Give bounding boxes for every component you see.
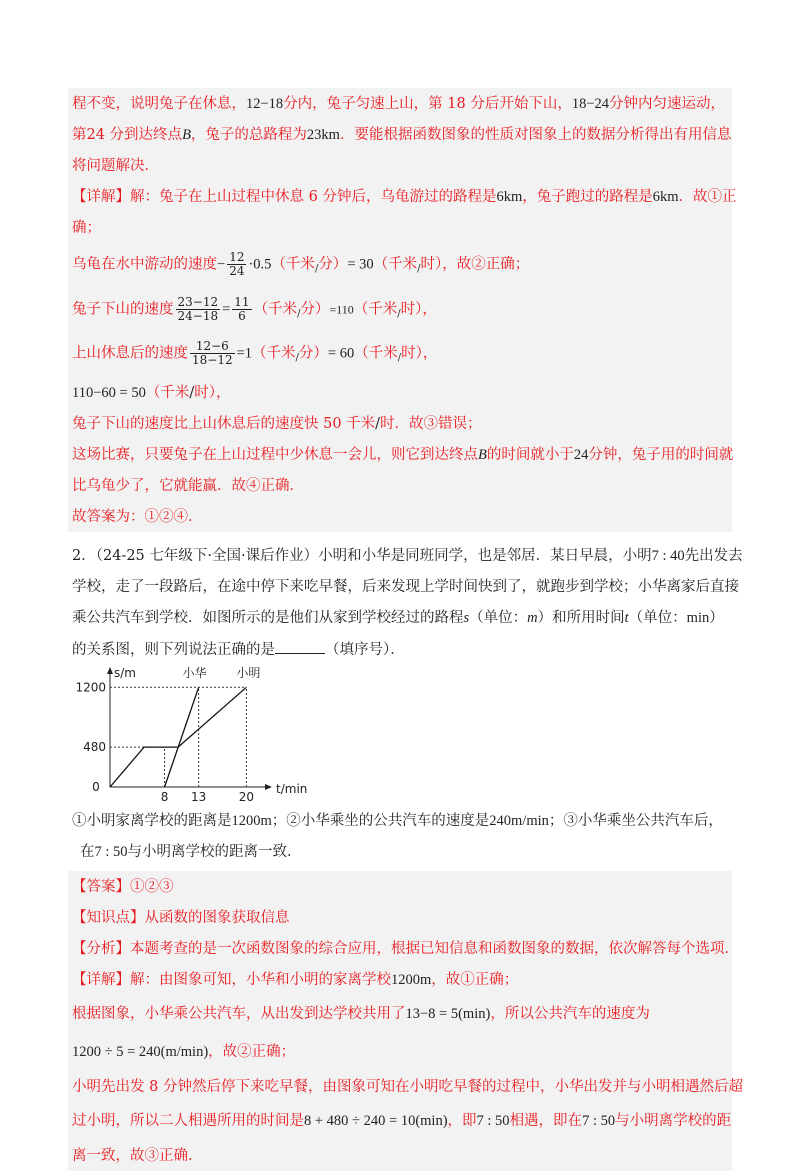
text: 【详解】解：由图象可知，小华和小明的家离学校	[72, 971, 391, 988]
math: 12−18	[246, 96, 284, 112]
text: 时），	[401, 345, 438, 362]
text: ，兔子的总路程为	[190, 127, 307, 143]
text: 在	[80, 843, 95, 860]
text: （千米	[354, 345, 398, 362]
text: ①小明家离学校的距离是	[72, 812, 232, 829]
slash: /	[397, 352, 402, 364]
text: 分钟内匀速运动，	[609, 96, 726, 112]
tick-label-13: 13	[190, 789, 207, 804]
math: 240m/min	[489, 812, 549, 829]
question-2	[68, 540, 743, 867]
math: 1200 ÷ 5 = 240(m/min)	[72, 1043, 209, 1060]
text: ，兔子跑过的路程是	[522, 189, 653, 205]
detail-line: 离一致，故③正确．	[72, 1147, 203, 1164]
question-line: 学校，走了一段路后，在途中停下来吃早餐，后来发现上学时间快到了，就跑步到学校；小华离家后直接	[72, 578, 739, 595]
text: （填序号）．	[325, 641, 405, 658]
fraction	[232, 296, 251, 323]
solution-line	[68, 181, 737, 212]
text: 先出发去	[684, 547, 743, 564]
text: ，即	[447, 1112, 477, 1129]
page-content	[68, 88, 743, 1171]
solution-line	[68, 377, 732, 408]
text: 乘公共汽车到学校．如图所示的是他们从家到学校经过的路程	[72, 609, 464, 626]
math: 24	[573, 446, 589, 463]
math: 7 : 50	[94, 843, 128, 860]
text: 分）	[298, 345, 328, 362]
text: （单位：	[469, 609, 528, 626]
solution-line: 确；	[72, 220, 101, 236]
text: （单位：	[628, 609, 687, 626]
text: 兔子下山的速度	[72, 301, 174, 317]
text: 分）	[300, 301, 330, 317]
series-label-xiaohua: 小华	[182, 665, 207, 680]
math: =110	[329, 302, 354, 316]
math: −	[217, 256, 226, 273]
answer-blank[interactable]	[275, 639, 325, 654]
text: 分钟，兔子用的时间就	[588, 446, 734, 463]
math: 23km	[306, 127, 340, 143]
math: t	[624, 609, 629, 626]
fraction-numerator: 11	[234, 294, 250, 309]
solution-line	[68, 439, 732, 470]
fraction	[227, 251, 246, 278]
slash: /	[375, 415, 381, 432]
tick-label-1200: 1200	[75, 679, 106, 694]
text: 时），	[400, 301, 437, 317]
solution-line	[68, 288, 732, 333]
math: 1200m	[231, 812, 272, 829]
text: ．要能根据函数图象的性质对图象上的数据分析得出有用信息	[339, 127, 732, 143]
solution-line	[68, 119, 732, 150]
question-line	[68, 540, 743, 571]
series-label-xiaoming: 小明	[236, 665, 261, 680]
text: （千米	[353, 301, 398, 317]
y-axis-arrow	[107, 667, 113, 674]
tick-label-480: 480	[83, 739, 106, 754]
text: 的关系图，则下列说法正确的是	[72, 641, 275, 658]
x-axis-label: t/min	[276, 781, 308, 796]
question-line	[68, 602, 732, 633]
solution-block-1	[68, 88, 737, 532]
math: 1200m	[391, 971, 432, 988]
text: ）和所用时间	[537, 609, 625, 626]
slash: /	[417, 263, 421, 275]
math: min	[686, 609, 710, 626]
fraction-numerator: 12	[229, 250, 245, 264]
text: （千米	[252, 345, 296, 362]
text: 程不变，说明兔子在休息，	[72, 96, 246, 112]
text: 兔子下山的速度比上山休息后的速度快 50 千米	[72, 415, 376, 432]
text: ．故①正	[678, 189, 737, 205]
fraction-denominator: 6	[238, 308, 246, 323]
text: ）	[709, 609, 724, 626]
text: 上山休息后的速度	[72, 345, 188, 362]
text: （千米	[271, 256, 315, 273]
math: B	[478, 446, 487, 463]
math: 18−24	[571, 96, 610, 112]
text: （千米	[145, 384, 190, 401]
distance-time-graph	[74, 665, 732, 805]
x-axis-arrow	[265, 784, 272, 790]
slash: /	[189, 384, 195, 401]
solution-line: 将问题解决．	[72, 158, 159, 174]
text: 时），故②正确；	[420, 256, 530, 273]
tick-label-8: 8	[160, 789, 169, 804]
math: 110−60 = 50	[72, 384, 146, 401]
text: ；②小华乘坐的公共汽车的速度是	[271, 812, 490, 829]
detail-line: 小明先出发 8 分钟然后停下来吃早餐，由图象可知在小明吃早餐的过程中，小华出发并与小明相遇然后超	[72, 1078, 743, 1095]
fraction-numerator: 23−12	[177, 294, 219, 309]
tick-label-20: 20	[238, 789, 255, 804]
analysis: 【分析】本题考查的是一次函数图象的综合应用，根据已知信息和函数图象的数据，依次解答每个选项．	[72, 940, 739, 957]
question-line	[68, 836, 732, 867]
math: 13−8 = 5(min)	[405, 1005, 491, 1022]
fraction	[190, 340, 235, 367]
math: 7 : 40	[651, 547, 685, 564]
detail-line	[68, 964, 732, 995]
text: 与小明离学校的距	[615, 1112, 732, 1129]
text: 第24 分到达终点	[72, 127, 183, 143]
math: 7 : 50	[582, 1112, 616, 1129]
math: 8 + 480 ÷ 240 = 10(min)	[304, 1112, 448, 1129]
math: = 60	[327, 345, 355, 362]
text: 分）	[318, 256, 348, 273]
detail-line	[68, 1033, 732, 1071]
series-line-xiaohua	[165, 687, 199, 787]
solution-line	[68, 243, 732, 288]
math: 6km	[496, 189, 523, 205]
text: 时），	[194, 384, 231, 401]
math: s	[463, 609, 470, 626]
slash: /	[297, 308, 301, 319]
solution-line: 比乌龟少了，它就能赢．故④正确．	[72, 477, 304, 494]
detail-line	[68, 1102, 732, 1140]
text: 过小明，所以二人相遇所用的时间是	[72, 1112, 304, 1129]
math: =	[222, 301, 231, 317]
math: 7 : 50	[476, 1112, 510, 1129]
y-axis-label: s/m	[114, 665, 136, 680]
slash: /	[314, 263, 319, 275]
text: ；③小华乘坐公共汽车后，	[548, 812, 723, 829]
math: B	[182, 127, 191, 143]
solution-line	[68, 408, 732, 439]
text: 【详解】解：兔子在上山过程中休息 6 分钟后，乌龟游过的路程是	[72, 189, 497, 205]
answer-block-2	[68, 871, 743, 1171]
detail-line	[68, 995, 732, 1033]
math: = 30	[347, 256, 374, 273]
text: 相遇，即在	[509, 1112, 583, 1129]
question-line	[68, 805, 732, 836]
text: 分内，兔子匀速上山，第 18 分后开始下山，	[283, 96, 572, 112]
text: ，所以公共汽车的速度为	[490, 1005, 650, 1022]
question-line	[68, 633, 732, 665]
math: =1	[236, 345, 253, 362]
text: 时．故③错误；	[380, 415, 482, 432]
solution-line	[68, 88, 732, 119]
math: ·0.5	[248, 256, 272, 273]
slash: /	[397, 308, 401, 319]
chart-svg	[74, 665, 308, 805]
slash: /	[295, 352, 299, 364]
math: m	[527, 609, 538, 626]
text: 这场比赛，只要兔子在上山过程中少休息一会儿，则它到达终点	[72, 446, 478, 463]
knowledge-point: 【知识点】从函数的图象获取信息	[72, 909, 290, 926]
tick-label-0: 0	[92, 779, 100, 794]
text: 2．（24-25 七年级下·全国·课后作业）小明和小华是同班同学，也是邻居．某日早晨，小明	[72, 547, 652, 564]
text: （千米	[253, 301, 298, 317]
math: 6km	[652, 189, 679, 205]
fraction-numerator: 12−6	[190, 340, 235, 354]
fraction-denominator: 18−12	[192, 353, 233, 367]
answer-line: 【答案】①②③	[72, 878, 174, 895]
text: （千米	[373, 256, 418, 273]
fraction-denominator: 24−18	[177, 308, 219, 323]
text: ，故①正确；	[431, 971, 519, 988]
text: 的时间就小于	[486, 446, 574, 463]
text: 乌龟在水中游动的速度	[72, 256, 217, 273]
text: ，故②正确；	[208, 1043, 296, 1060]
solution-line	[68, 332, 732, 377]
fraction-denominator: 24	[229, 264, 245, 278]
solution-line: 故答案为：①②④．	[72, 508, 203, 525]
text: 与小明离学校的距离一致．	[127, 843, 302, 860]
text: 根据图象，小华乘公共汽车，从出发到达学校共用了	[72, 1005, 406, 1022]
fraction	[176, 296, 221, 323]
series-line-xiaoming	[110, 687, 246, 787]
